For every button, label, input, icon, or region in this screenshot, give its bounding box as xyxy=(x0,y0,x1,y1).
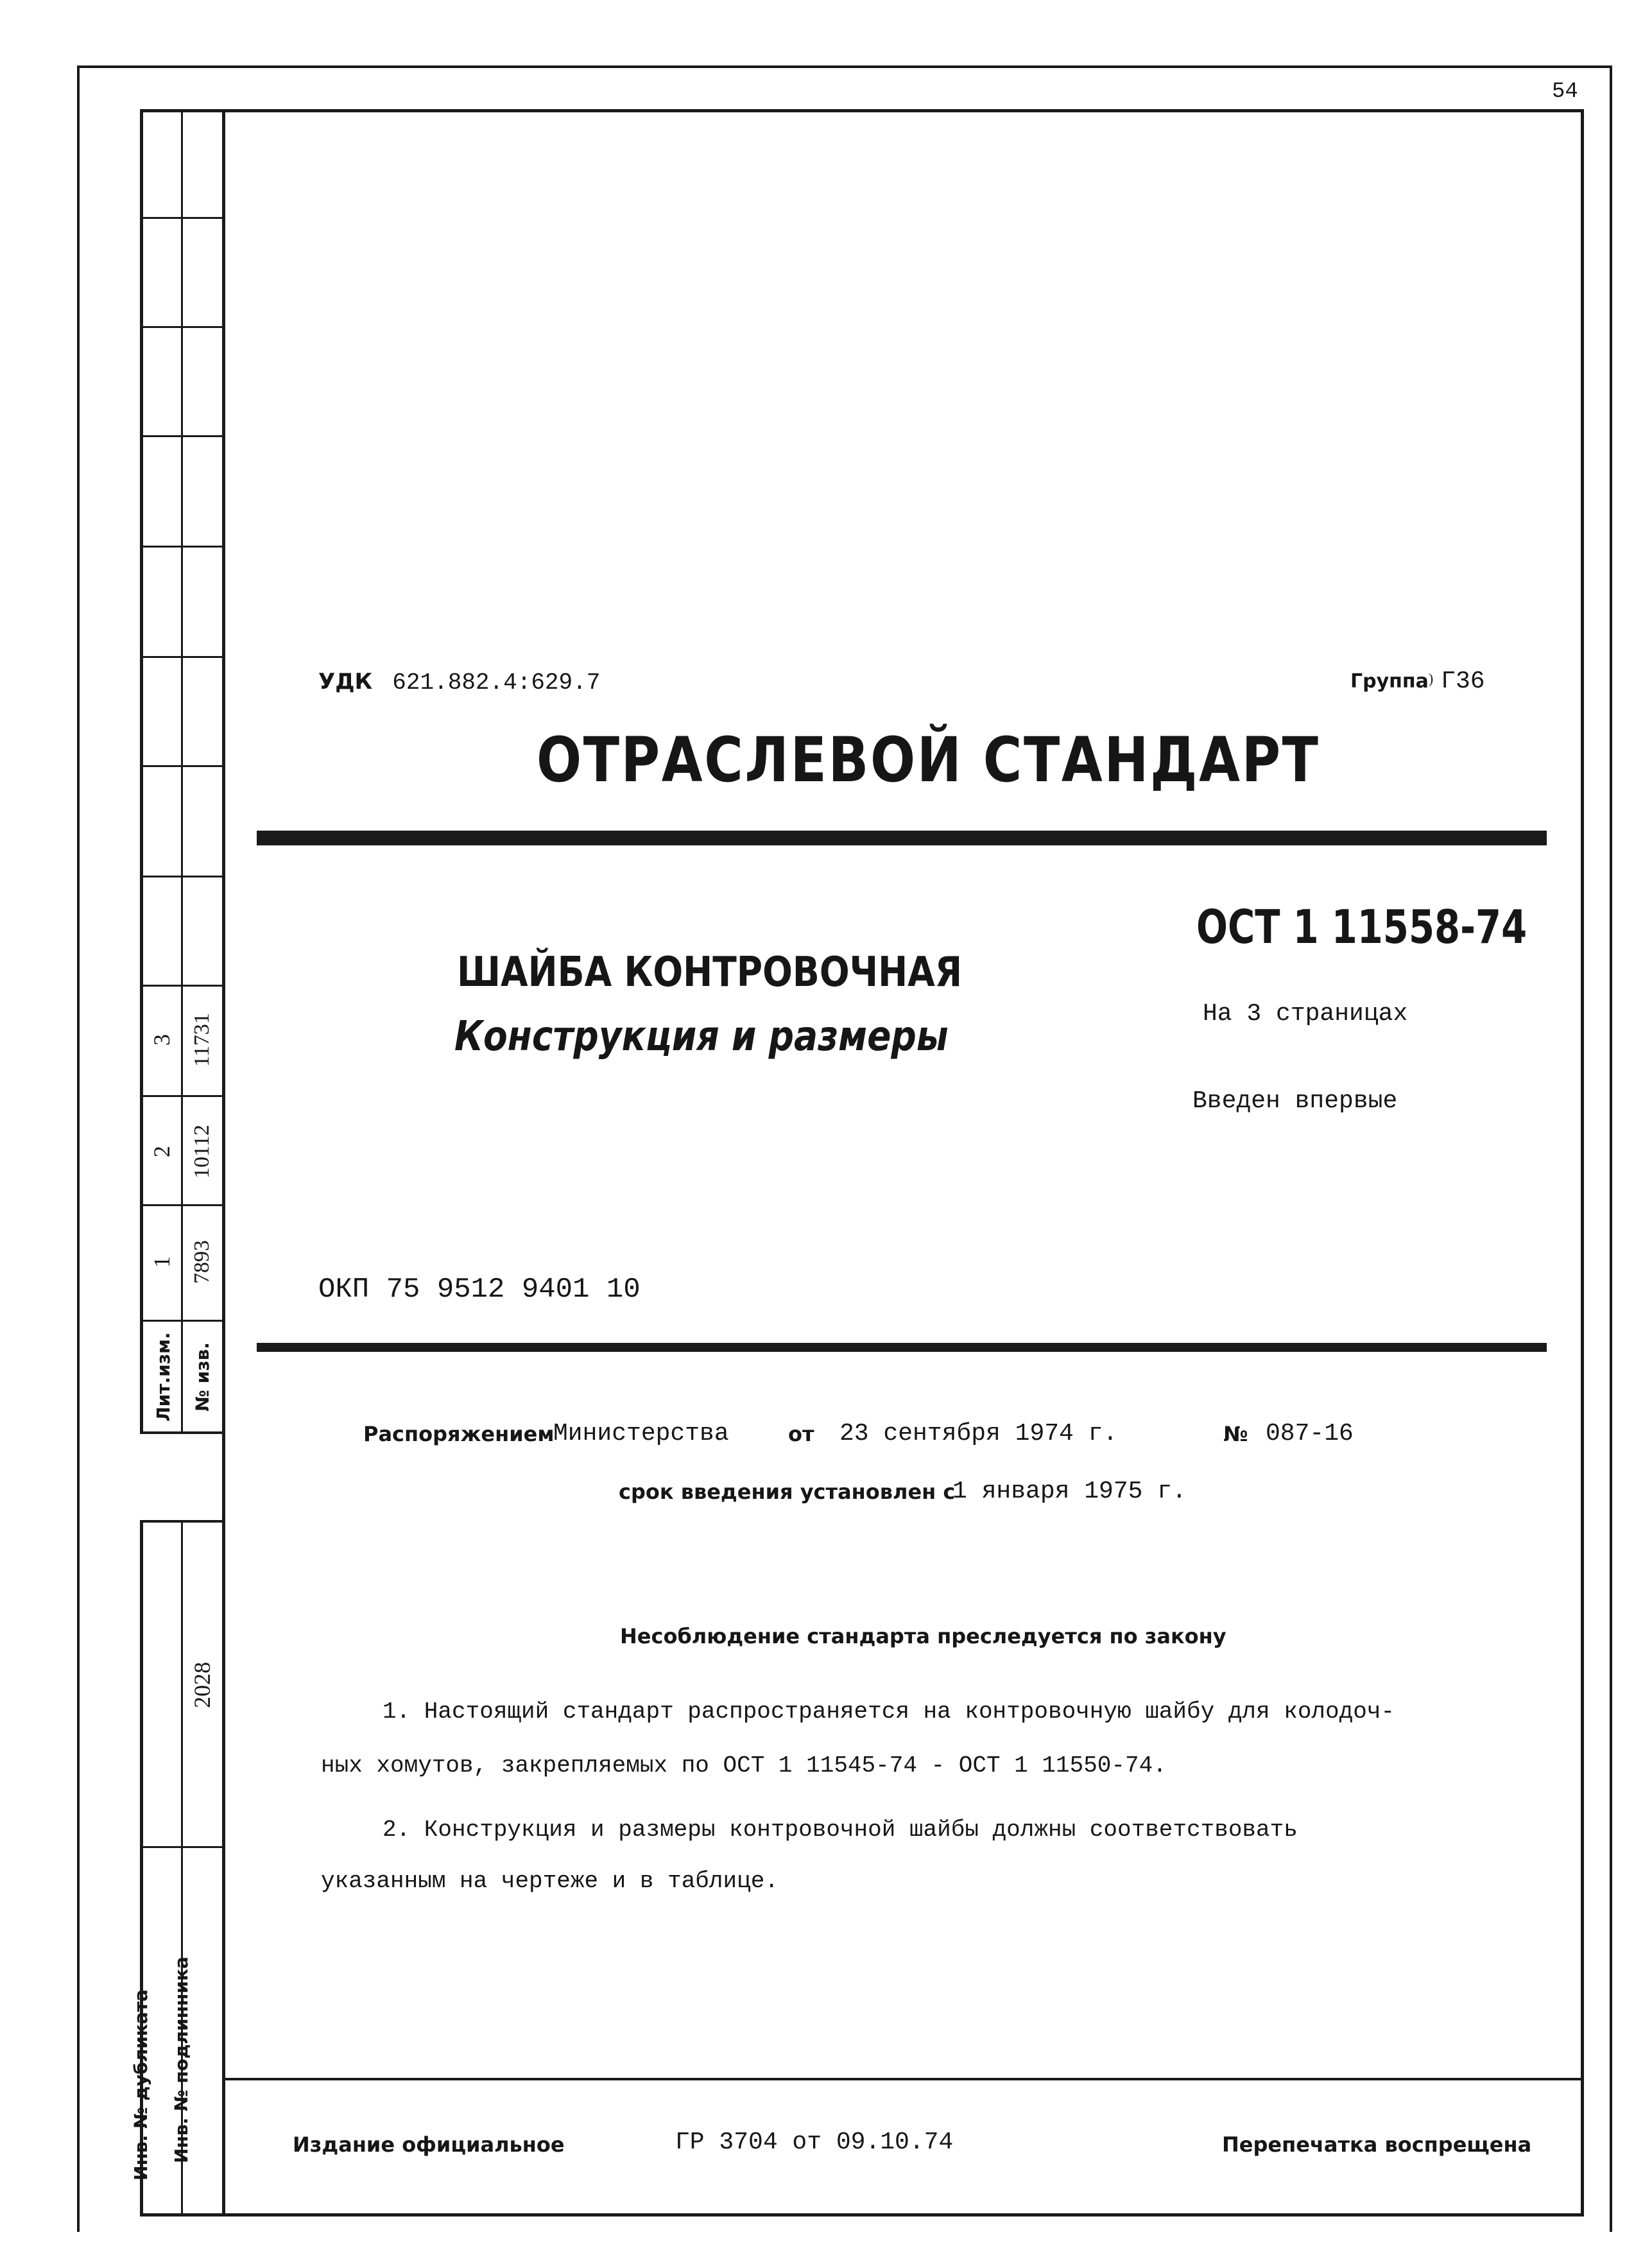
order-ministry: Министерства xyxy=(553,1420,729,1447)
revision-no-3: 11731 xyxy=(190,1013,214,1067)
revision-no-2: 10112 xyxy=(190,1125,214,1179)
no-izv-label: № изв. xyxy=(192,1342,213,1412)
lit-izm-label: Лит.изм. xyxy=(153,1332,174,1422)
revision-lit-1: 1 xyxy=(149,1256,175,1268)
inner-frame-top xyxy=(140,109,1584,112)
inv-duplicate-label: Инв. № дубликата xyxy=(130,1989,151,2181)
paragraph-2-line2: указанным на чертеже и в таблице. xyxy=(321,1868,779,1894)
order-date: 23 сентября 1974 г. xyxy=(839,1420,1118,1447)
udk-label: УДК xyxy=(318,669,373,695)
stamp-row-line xyxy=(140,217,223,219)
revision-lit-2: 2 xyxy=(149,1146,175,1157)
paragraph-1-line2: ных хомутов, закрепляемых по ОСТ 1 11545-74 - ОСТ 1 11550-74. xyxy=(321,1752,1167,1779)
legal-notice: Несоблюдение стандарта преследуется по закону xyxy=(620,1624,1226,1648)
okp-rule xyxy=(257,1343,1547,1352)
stamp-row-line xyxy=(140,326,223,328)
stamp-row-line xyxy=(140,876,223,877)
group-line: Группа) Г36 xyxy=(1350,668,1485,695)
effective-date: 1 января 1975 г. xyxy=(952,1478,1187,1505)
introduced-note: Введен впервые xyxy=(1192,1087,1398,1115)
okp-code: ОКП 75 9512 9401 10 xyxy=(318,1274,641,1306)
stamp-lower-row-line xyxy=(140,1846,223,1848)
footer-reprint: Перепечатка воспрещена xyxy=(1222,2132,1532,2157)
stamp-row-line xyxy=(140,985,223,987)
order-from-label: от xyxy=(788,1422,814,1446)
stamp-upper-left xyxy=(140,109,143,1433)
group-label: Группа xyxy=(1350,670,1429,693)
revision-lit-3: 3 xyxy=(149,1034,175,1046)
stamp-upper-mid xyxy=(181,109,183,1433)
stamp-row-line xyxy=(140,435,223,437)
standard-number: ОСТ 1 11558-74 xyxy=(1196,900,1527,954)
inv-original-label: Инв. № подлинника xyxy=(171,1957,192,2163)
stamp-row-line xyxy=(140,1204,223,1206)
effective-label: срок введения установлен с xyxy=(619,1480,956,1504)
group-value: Г36 xyxy=(1441,668,1485,695)
stamp-upper-bottom xyxy=(140,1431,223,1434)
stamp-row-line xyxy=(140,656,223,658)
title-line2: Конструкция и размеры xyxy=(454,1013,949,1060)
paragraph-1-line1: 1. Настоящий стандарт распространяется на контровочную шайбу для колодоч- xyxy=(383,1698,1395,1725)
outer-frame-top xyxy=(77,65,1612,68)
stamp-row-line xyxy=(140,546,223,548)
heading-rule xyxy=(257,831,1547,845)
footer-registration: ГР 3704 от 09.10.74 xyxy=(675,2129,954,2156)
stamp-row-line xyxy=(140,1320,223,1322)
stamp-row-line xyxy=(140,765,223,767)
footer-separator xyxy=(222,2078,1583,2080)
pages-note: На 3 страницах xyxy=(1203,1000,1408,1028)
footer-edition: Издание официальное xyxy=(293,2132,565,2157)
stamp-row-line xyxy=(140,1095,223,1097)
udk-line xyxy=(318,668,600,696)
outer-frame-left xyxy=(77,65,80,2232)
inv-original-value: 2028 xyxy=(189,1662,215,1708)
outer-frame-right xyxy=(1610,65,1612,2232)
order-number: 087-16 xyxy=(1266,1420,1354,1447)
inner-frame-right xyxy=(1581,109,1584,2215)
order-number-label: № xyxy=(1223,1422,1248,1446)
title-line1: ШАЙБА КОНТРОВОЧНАЯ xyxy=(457,949,963,996)
order-label: Распоряжением xyxy=(363,1422,555,1446)
page-number: 54 xyxy=(1552,80,1578,104)
paragraph-2-line1: 2. Конструкция и размеры контровочной шайбы должны соответствовать xyxy=(383,1817,1298,1843)
inner-frame-bottom xyxy=(140,2213,1584,2216)
main-left-border xyxy=(222,109,225,2215)
revision-no-1: 7893 xyxy=(190,1240,214,1284)
udk-value: 621.882.4:629.7 xyxy=(392,670,601,696)
document-heading: ОТРАСЛЕВОЙ СТАНДАРТ xyxy=(537,724,1320,796)
